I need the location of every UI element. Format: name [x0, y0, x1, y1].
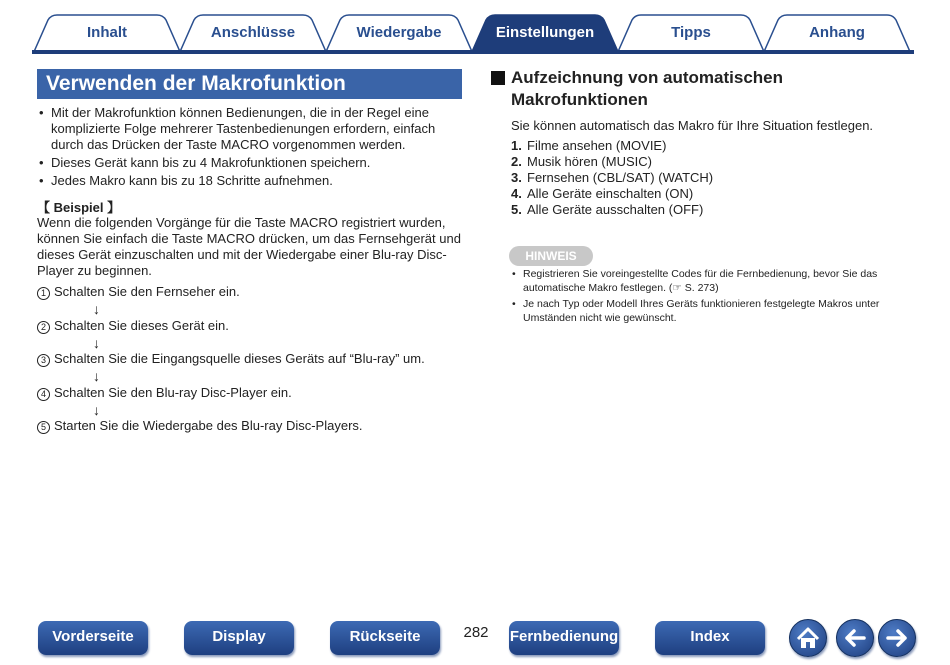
subsection-intro: Sie können automatisch das Makro für Ihre Situation festlegen. [511, 118, 874, 133]
tab-label: Anschlüsse [210, 24, 296, 41]
home-button[interactable] [789, 619, 827, 657]
fernbedienung-button[interactable]: Fernbedienung [509, 621, 619, 655]
macro-list [511, 138, 713, 218]
index-button[interactable]: Index [655, 621, 765, 655]
display-button[interactable]: Display [184, 621, 294, 655]
item-number: 3. [511, 170, 522, 185]
home-icon [790, 620, 826, 656]
list-item [511, 154, 713, 170]
item-text: Filme ansehen (MOVIE) [527, 138, 667, 153]
list-item [511, 297, 911, 325]
tab-anhang[interactable] [762, 14, 912, 54]
notes-list [511, 267, 911, 327]
step-2 [37, 318, 229, 334]
step-text: Schalten Sie dieses Gerät ein. [54, 318, 229, 333]
item-text: Alle Geräte einschalten (ON) [527, 186, 694, 201]
step-number: 1 [37, 287, 50, 300]
step-number: 4 [37, 388, 50, 401]
tab-bar [32, 14, 914, 54]
page-number: 282 [463, 624, 489, 641]
tab-label: Inhalt [87, 24, 127, 41]
tab-anschluesse[interactable] [178, 14, 328, 54]
list-item [511, 138, 713, 154]
item-number: 5. [511, 202, 522, 217]
item-number: 4. [511, 186, 522, 201]
list-item: • Mit der Makrofunktion können Bedienungen, die in der Regel eine komplizierte Folge mehrerer Tastenbedienungen erfordern, einfach durch das Drücken der Taste MACRO vorgenommen werden. [37, 105, 457, 153]
step-number: 5 [37, 421, 50, 434]
forward-button[interactable] [878, 619, 916, 657]
tab-inhalt[interactable] [32, 14, 182, 54]
hinweis-badge: HINWEIS [509, 246, 593, 266]
item-text: Fernsehen (CBL/SAT) (WATCH) [527, 170, 714, 185]
tab-wiedergabe[interactable] [324, 14, 474, 54]
step-3 [37, 351, 425, 367]
list-item [511, 170, 713, 186]
item-number: 2. [511, 154, 522, 169]
arrow-down-icon: ↓ [93, 301, 100, 317]
arrow-left-icon [837, 620, 873, 656]
intro-bullet-list [37, 105, 457, 191]
vorderseite-button[interactable]: Vorderseite [38, 621, 148, 655]
note-text: Je nach Typ oder Modell Ihres Geräts funktionieren festgelegte Makros unter Umständen nicht wie gewünscht. [523, 298, 880, 324]
list-item [511, 267, 911, 295]
tab-label: Anhang [809, 24, 865, 41]
heading-line: Aufzeichnung von automatischen [511, 68, 784, 87]
item-text: Musik hören (MUSIC) [527, 154, 652, 169]
tab-einstellungen[interactable] [470, 14, 620, 54]
arrow-down-icon: ↓ [93, 402, 100, 418]
step-number: 3 [37, 354, 50, 367]
rueckseite-button[interactable]: Rückseite [330, 621, 440, 655]
tab-label: Tipps [671, 24, 711, 41]
arrow-down-icon: ↓ [93, 368, 100, 384]
example-text: Wenn die folgenden Vorgänge für die Taste MACRO registriert wurden, können Sie einfach die Taste MACRO drücken, um das Fernsehgerät und dieses Gerät einzuschalten und mit der Wiedergabe einer Blu-ray Disc-Player zu beginnen. [37, 215, 461, 278]
step-1 [37, 284, 240, 300]
note-text: Registrieren Sie voreingestellte Codes für die Fernbedienung, bevor Sie das automatische Makro festlegen. [523, 268, 878, 294]
step-text: Schalten Sie den Blu-ray Disc-Player ein. [54, 385, 292, 400]
list-item: • Jedes Makro kann bis zu 18 Schritte aufnehmen. [37, 173, 457, 189]
arrow-right-icon [879, 620, 915, 656]
list-item: • Dieses Gerät kann bis zu 4 Makrofunktionen speichern. [37, 155, 457, 171]
tab-label: Wiedergabe [356, 24, 442, 41]
step-number: 2 [37, 321, 50, 334]
list-item [511, 202, 713, 218]
subsection-heading [491, 67, 911, 111]
arrow-down-icon: ↓ [93, 335, 100, 351]
page-reference-link[interactable]: (☞ S. 273) [668, 282, 719, 294]
step-4 [37, 385, 292, 401]
item-text: Alle Geräte ausschalten (OFF) [527, 202, 704, 217]
example-heading: 【 Beispiel 】 [37, 200, 121, 215]
step-5 [37, 418, 363, 434]
tab-underline [32, 50, 914, 54]
heading-line: Makrofunktionen [511, 90, 648, 109]
section-title: Verwenden der Makrofunktion [37, 69, 462, 99]
tab-label: Einstellungen [495, 24, 595, 41]
square-bullet-icon [491, 71, 505, 85]
step-text: Schalten Sie die Eingangsquelle dieses Geräts auf “Blu-ray” um. [54, 351, 425, 366]
step-text: Schalten Sie den Fernseher ein. [54, 284, 240, 299]
list-item [511, 186, 713, 202]
tab-tipps[interactable] [616, 14, 766, 54]
step-text: Starten Sie die Wiedergabe des Blu-ray Disc-Players. [54, 418, 363, 433]
back-button[interactable] [836, 619, 874, 657]
item-number: 1. [511, 138, 522, 153]
